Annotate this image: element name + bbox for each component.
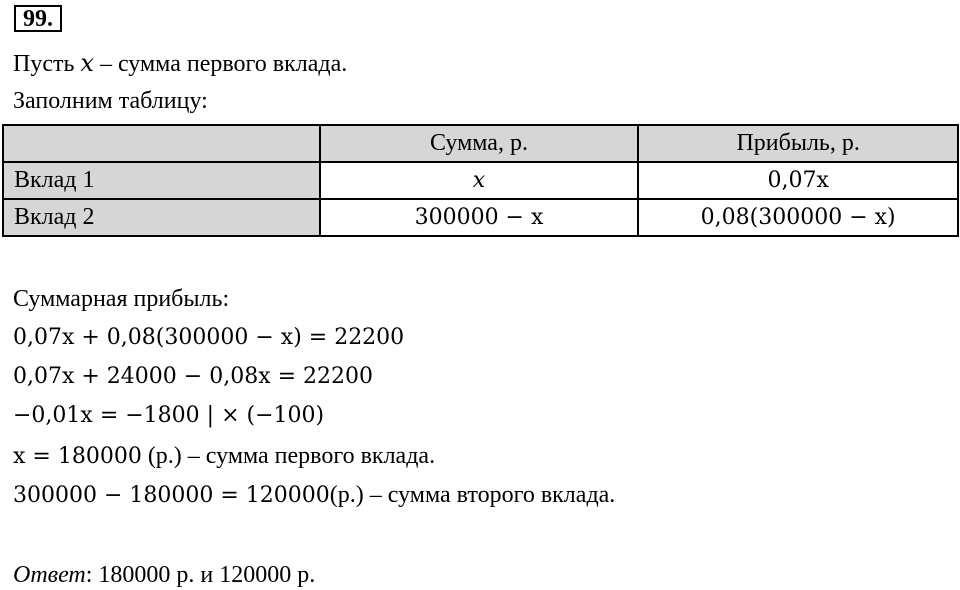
table-cell-profit: 0,07x: [638, 162, 958, 199]
equation-5: [13, 480, 615, 511]
intro-let-line: [13, 48, 347, 79]
table-row: [3, 199, 958, 236]
answer-label: Ответ: [13, 562, 86, 588]
total-profit-heading: Суммарная прибыль:: [13, 286, 230, 312]
table-cell-sum: 300000 − x: [320, 199, 639, 236]
equation-3: −0,01x = −1800 | × (−100): [13, 403, 325, 428]
equation-2: 0,07x + 24000 − 0,08x = 22200: [13, 364, 374, 389]
intro-let-variable: x: [80, 49, 94, 77]
table-row-label: Вклад 1: [3, 162, 320, 199]
table-cell-profit: 0,08(300000 − x): [638, 199, 958, 236]
intro-let-suffix: – сумма первого вклада.: [93, 51, 348, 77]
equation-4-math: x = 180000: [13, 444, 142, 469]
equation-5-text: (р.) – сумма второго вклада.: [329, 482, 616, 508]
equation-5-math: 300000 − 180000 = 120000: [13, 483, 330, 508]
deposit-table: [2, 124, 959, 237]
table-header-cell: Сумма, р.: [320, 125, 639, 162]
answer-line: [13, 560, 315, 590]
table-cell-sum: x: [320, 162, 639, 199]
equation-4: [13, 441, 435, 472]
table-header-cell: [3, 125, 320, 162]
intro-let-prefix: Пусть: [13, 51, 81, 77]
table-header-cell: Прибыль, р.: [638, 125, 958, 162]
answer-text: : 180000 р. и 120000 р.: [85, 562, 316, 588]
equation-4-text: (р.) – сумма первого вклада.: [141, 443, 436, 469]
problem-number-box: 99.: [14, 5, 62, 32]
equation-1: 0,07x + 0,08(300000 − x) = 22200: [13, 325, 405, 350]
table-row: [3, 162, 958, 199]
table-header-row: [3, 125, 958, 162]
table-row-label: Вклад 2: [3, 199, 320, 236]
fill-table-line: Заполним таблицу:: [13, 88, 208, 114]
